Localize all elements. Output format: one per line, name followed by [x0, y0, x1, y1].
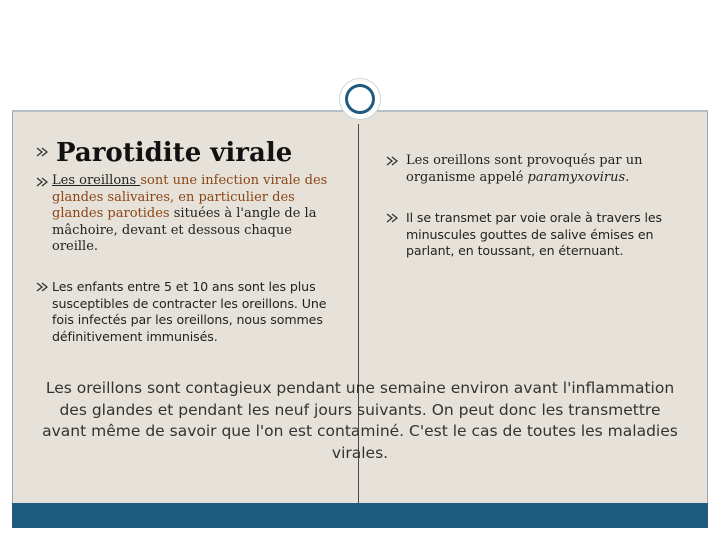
cause-end: .: [625, 169, 630, 185]
left-paragraph-2: Les enfants entre 5 et 10 ans sont les plus susceptibles de contracter les oreillons. Une fois infectés par les oreillons, nous sommes définitivement immunisés.: [52, 279, 327, 344]
arrow-bullet-icon: [36, 177, 48, 187]
right-paragraph-2: Il se transmet par voie orale à travers les minuscules gouttes de salive émises en parlant, en toussant, en éternuant.: [406, 210, 663, 258]
contagion-text: Les oreillons sont contagieux pendant une semaine environ avant l'inflammation des glandes et pendant les neuf jours suivants. On peut donc les transmettre avant même de savoir que l'on est contaminé. C'est le cas de toutes les maladies virales.: [42, 379, 678, 462]
circle-ring-icon: [339, 78, 381, 120]
right-paragraph-1: [406, 153, 686, 186]
footer-bar: [12, 503, 708, 528]
circle-ring-inner: [345, 84, 375, 114]
slide-title: Parotidite virale: [56, 138, 293, 168]
virus-name: paramyxovirus: [527, 169, 626, 185]
arrow-bullet-icon: [36, 147, 48, 157]
arrow-bullet-icon: [386, 213, 398, 223]
oreillons-link[interactable]: Les oreillons: [52, 173, 141, 188]
arrow-bullet-icon: [386, 156, 398, 166]
left-paragraph-1: [52, 173, 342, 256]
cause-text: Les oreillons sont provoqués par un organisme appelé: [406, 153, 643, 185]
arrow-bullet-icon: [36, 282, 48, 292]
definition-text: sont une infection virale des glandes salivaires, en particulier des glandes parotides: [52, 173, 328, 221]
location-text: situées à l'angle de la mâchoire, devant et dessous chaque oreille.: [52, 206, 317, 254]
